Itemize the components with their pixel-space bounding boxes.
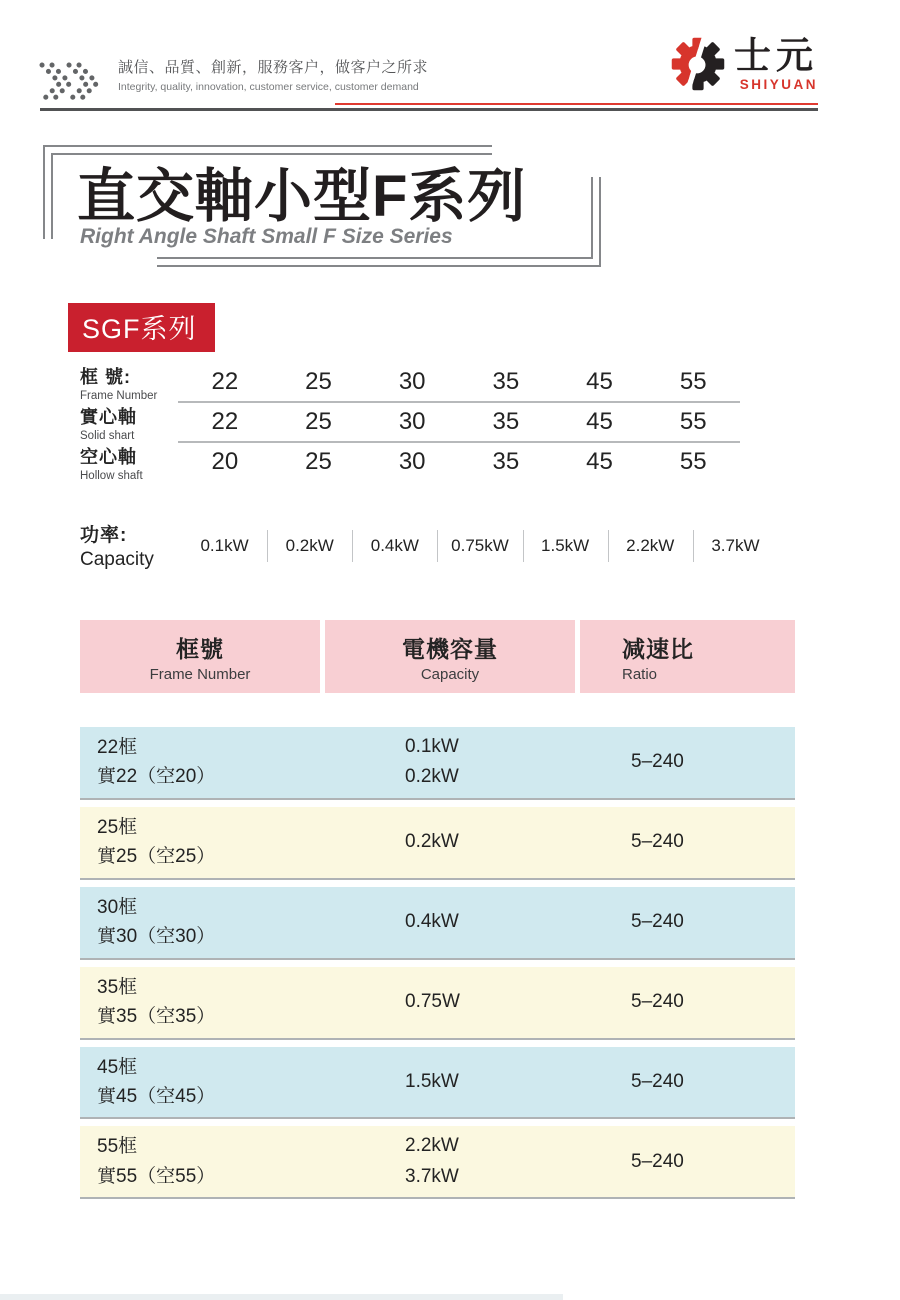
ratio-cell: 5–240 <box>631 751 684 773</box>
spec-row <box>80 362 740 402</box>
capacity-value: 0.1kW <box>200 535 249 555</box>
table-header <box>80 620 795 693</box>
frame-line2: 實45（空45） <box>97 1085 216 1107</box>
spec-value: 55 <box>679 368 707 395</box>
capacity-label-en: Capacity <box>80 549 154 570</box>
capacity-value-line: 0.75W <box>405 990 460 1012</box>
capacity-value: 0.75kW <box>437 526 522 566</box>
page-subtitle: Right Angle Shaft Small F Size Series <box>80 225 453 248</box>
page-title: 直交軸小型F系列 <box>77 164 527 229</box>
capacity-value: 0.2kW <box>267 526 352 566</box>
frame-cell <box>80 887 325 958</box>
spec-row <box>80 402 740 442</box>
spec-value: 35 <box>492 448 520 475</box>
spec-label-zh: 空心軸 <box>80 446 137 467</box>
table-row <box>80 1047 795 1120</box>
header-capacity-zh: 電機容量 <box>402 635 498 662</box>
frame-line1: 35框 <box>97 976 138 998</box>
spec-value: 25 <box>305 408 332 435</box>
spec-value: 30 <box>398 448 426 475</box>
capacity-value-line: 0.2kW <box>405 766 459 788</box>
header-capacity-en: Capacity <box>420 665 480 683</box>
header-frame-number <box>80 620 320 693</box>
capacity-cell <box>325 987 575 1018</box>
table-row <box>80 807 795 880</box>
table-row <box>80 1126 795 1199</box>
capacity-cell <box>325 1131 575 1192</box>
capacity-cell <box>325 907 575 938</box>
capacity-values <box>182 526 778 566</box>
frame-line2: 實35（空35） <box>97 1006 216 1028</box>
slogan-zh: 誠信、品質、創新，服務客户，做客户之所求 <box>118 59 429 76</box>
spec-label-zh: 實心軸 <box>80 406 137 427</box>
series-badge: SGF系列 <box>68 303 215 352</box>
frame-line2: 實30（空30） <box>97 926 216 948</box>
frame-cell <box>80 807 325 878</box>
frame-line1: 55框 <box>97 1136 138 1158</box>
ratio-cell: 5–240 <box>631 1150 684 1172</box>
ratio-cell: 5–240 <box>631 911 684 933</box>
capacity-value-line: 0.2kW <box>405 831 459 853</box>
ratio-cell: 5–240 <box>631 1070 684 1092</box>
spec-value: 45 <box>586 448 613 475</box>
capacity-label-zh: 功率: <box>80 525 128 546</box>
header-ratio <box>580 620 795 693</box>
spec-row-label <box>80 403 178 442</box>
frame-line1: 45框 <box>97 1056 138 1078</box>
capacity-value-line: 1.5kW <box>405 1070 459 1092</box>
spec-value: 30 <box>398 408 426 435</box>
frame-cell <box>80 1047 325 1118</box>
spec-values <box>178 448 740 476</box>
capacity-value-line: 0.1kW <box>405 735 459 757</box>
table-row <box>80 727 795 800</box>
slogan-en: Integrity, quality, innovation, customer service, customer demand <box>118 81 419 93</box>
capacity-value-line: 3.7kW <box>405 1165 459 1187</box>
header <box>38 56 428 108</box>
gear-logo-icon <box>668 34 728 94</box>
header-frame-en: Frame Number <box>149 665 251 683</box>
frame-line2: 實25（空25） <box>97 846 216 868</box>
spec-value: 22 <box>211 368 239 395</box>
frame-line2: 實22（空20） <box>97 766 216 788</box>
company-slogan <box>118 56 428 93</box>
spec-rows <box>80 362 740 482</box>
spec-value: 45 <box>586 368 613 395</box>
spec-label-en: Solid shart <box>80 429 135 442</box>
frame-cell <box>80 967 325 1038</box>
capacity-cell <box>325 1067 575 1098</box>
logo-text-en: SHIYUAN <box>739 76 818 92</box>
bottom-accent-bar <box>0 1294 563 1300</box>
spec-label-zh: 框 號: <box>80 366 131 387</box>
capacity-value-line: 0.4kW <box>405 910 459 932</box>
spec-row <box>80 442 740 482</box>
frame-cell <box>80 727 325 798</box>
table-row <box>80 887 795 960</box>
capacity-strip <box>80 520 778 571</box>
spec-label-en: Frame Number <box>80 389 158 402</box>
header-rule-dark <box>40 108 818 111</box>
capacity-label <box>80 520 182 571</box>
spec-values <box>178 368 740 396</box>
spec-row-label <box>80 363 178 402</box>
table-body <box>80 727 795 1199</box>
spec-value: 25 <box>305 368 332 395</box>
ratio-table <box>80 620 795 1206</box>
chevron-dots-icon <box>38 58 100 108</box>
spec-row-label <box>80 443 178 482</box>
spec-label-en: Hollow shaft <box>80 469 143 482</box>
capacity-value-line: 2.2kW <box>405 1135 459 1157</box>
header-capacity <box>325 620 575 693</box>
logo-text-zh: 士元 <box>734 34 818 76</box>
header-frame-zh: 框號 <box>176 635 224 662</box>
table-row <box>80 967 795 1040</box>
spec-value: 35 <box>492 408 520 435</box>
capacity-cell <box>325 732 575 793</box>
spec-values <box>178 408 740 436</box>
spec-value: 25 <box>305 448 332 475</box>
spec-value: 55 <box>679 408 707 435</box>
frame-line1: 30框 <box>97 896 138 918</box>
frame-line1: 25框 <box>97 816 138 838</box>
spec-value: 55 <box>679 448 707 475</box>
spec-value: 30 <box>398 368 426 395</box>
header-ratio-en: Ratio <box>622 665 658 683</box>
spec-value: 45 <box>586 408 613 435</box>
capacity-value: 2.2kW <box>608 526 693 566</box>
capacity-value: 1.5kW <box>523 526 608 566</box>
frame-line1: 22框 <box>97 737 138 758</box>
capacity-value: 0.4kW <box>352 526 437 566</box>
ratio-cell: 5–240 <box>631 831 684 853</box>
company-logo <box>668 34 818 94</box>
capacity-value: 3.7kW <box>693 526 778 566</box>
capacity-cell <box>325 827 575 858</box>
ratio-cell: 5–240 <box>631 991 684 1013</box>
title-block <box>43 145 603 267</box>
spec-value: 35 <box>492 368 520 395</box>
spec-value: 22 <box>211 408 239 435</box>
header-ratio-zh: 减速比 <box>622 635 694 662</box>
frame-line2: 實55（空55） <box>97 1165 216 1187</box>
spec-value: 20 <box>211 448 239 475</box>
frame-cell <box>80 1126 325 1197</box>
header-rule-red <box>335 103 818 105</box>
